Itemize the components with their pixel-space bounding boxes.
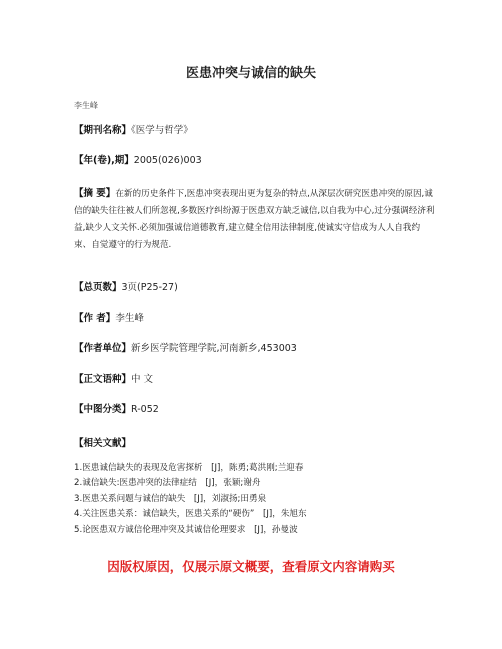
year-label: 【年(卷),期】 — [74, 155, 134, 166]
unit-field — [74, 342, 297, 356]
abstract-field — [74, 185, 436, 254]
pages-label: 【总页数】 — [74, 282, 122, 293]
reference-item[interactable]: 2.诚信缺失:医患冲突的法律症结 [J]，张颖;谢舟 — [74, 478, 261, 489]
classification-label: 【中图分类】 — [74, 404, 132, 415]
reference-item[interactable]: 5.论医患双方诚信伦理冲突及其诚信伦理要求 [J]，孙曼波 — [74, 524, 298, 535]
reference-item[interactable]: 1.医患诚信缺失的表现及危害探析 [J]，陈勇;葛洪刚;兰迎春 — [74, 463, 304, 473]
language-value: 中 文 — [131, 374, 154, 385]
journal-value: 《医学与哲学》 — [131, 125, 193, 136]
copyright-notice: 因版权原因，仅展示原文概要，查看原文内容请购买 — [107, 559, 395, 574]
author-line: 李生峰 — [74, 101, 98, 110]
year-field — [74, 154, 202, 168]
reference-item[interactable]: 3.医患关系问题与诚信的缺失 [J]，刘淑扬;田勇泉 — [74, 493, 267, 504]
abstract-label: 【摘 要】 — [74, 188, 116, 199]
author-field — [74, 312, 144, 326]
references-label: 【相关文献】 — [74, 438, 132, 449]
pages-value: 3页(P25-27) — [121, 282, 178, 293]
year-value: 2005(026)003 — [133, 155, 202, 166]
language-field — [74, 373, 153, 387]
author-value: 李生峰 — [115, 313, 144, 324]
classification-value: R-052 — [131, 404, 159, 415]
journal-label: 【期刊名称】 — [74, 125, 132, 136]
document-title: 医患冲突与诚信的缺失 — [185, 66, 316, 81]
abstract-text: 在新的历史条件下,医患冲突表现出更为复杂的特点,从深层次研究医患冲突的原因,诚信的缺失往往被人们所忽视,多数医疗纠纷源于医患双方缺乏诚信,以自我为中心,过分强调经济利益,缺少人文关怀.必须加强诚信道德教育,建立健全信用法律制度,使诚实守信成为人人自我约束、自觉遵守的行为规范. — [74, 189, 435, 250]
classification-field — [74, 403, 159, 417]
reference-item[interactable]: 4.关注医患关系：诚信缺失，医患关系的“硬伤” [J]，朱旭东 — [74, 509, 307, 520]
pages-field — [74, 281, 178, 295]
references-list — [74, 461, 307, 538]
author-label: 【作 者】 — [74, 313, 116, 324]
unit-label: 【作者单位】 — [74, 343, 132, 354]
unit-value: 新乡医学院管理学院,河南新乡,453003 — [131, 343, 297, 354]
journal-field — [74, 124, 193, 138]
language-label: 【正文语种】 — [74, 374, 132, 385]
